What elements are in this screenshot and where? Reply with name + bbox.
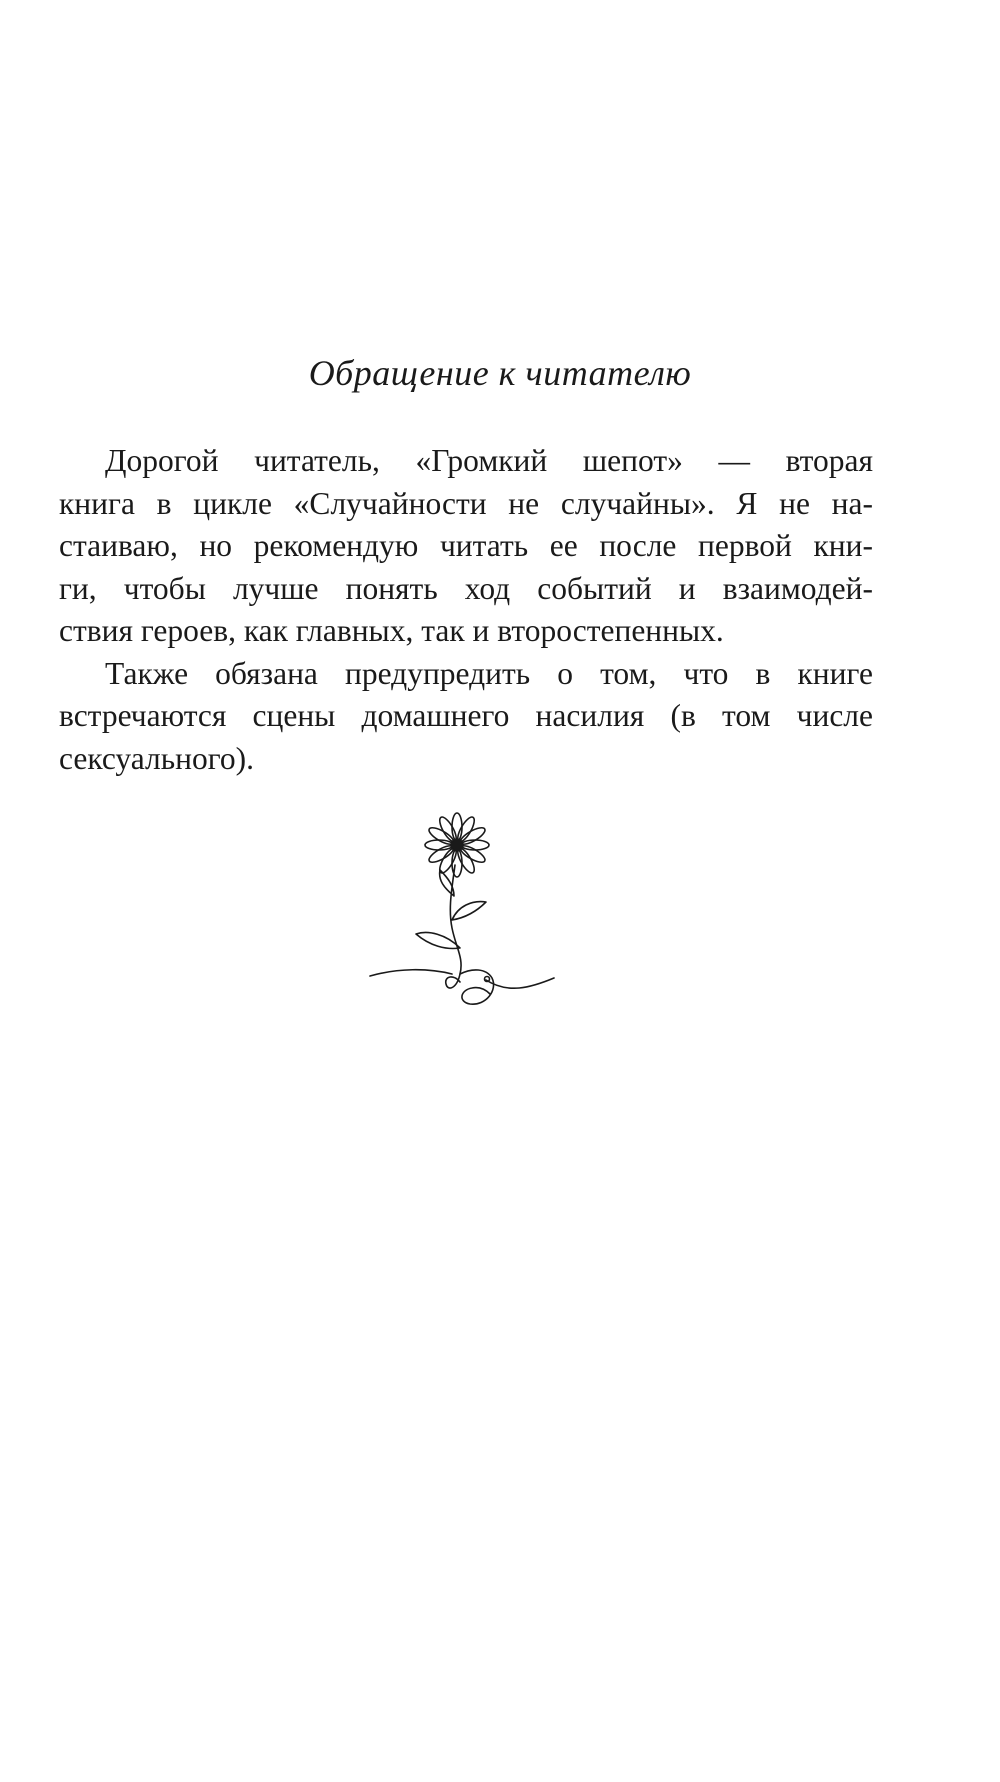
paragraph-2 — [59, 653, 873, 781]
text-line: ги, чтобы лучше понять ход событий и взаимодей- — [59, 570, 873, 606]
text-line: встречаются сцены домашнего насилия (в том числе — [59, 698, 873, 733]
text-line: ствия героев, как главных, так и второстепенных. — [59, 613, 724, 648]
flower-ornament-icon — [368, 808, 558, 1016]
text-line: книга в цикле «Случайности не случайны». Я не на- — [59, 485, 873, 521]
text-line: Также обязана предупредить о том, что в книге — [105, 655, 873, 691]
paragraph-1 — [59, 440, 873, 653]
body-text — [59, 440, 873, 780]
page-title: Обращение к читателю — [308, 353, 692, 393]
text-line: сексуального). — [59, 740, 254, 776]
text-line: стаиваю, но рекомендую читать ее после первой кни- — [59, 528, 873, 563]
text-line: Дорогой читатель, «Громкий шепот» — вторая — [105, 443, 873, 478]
